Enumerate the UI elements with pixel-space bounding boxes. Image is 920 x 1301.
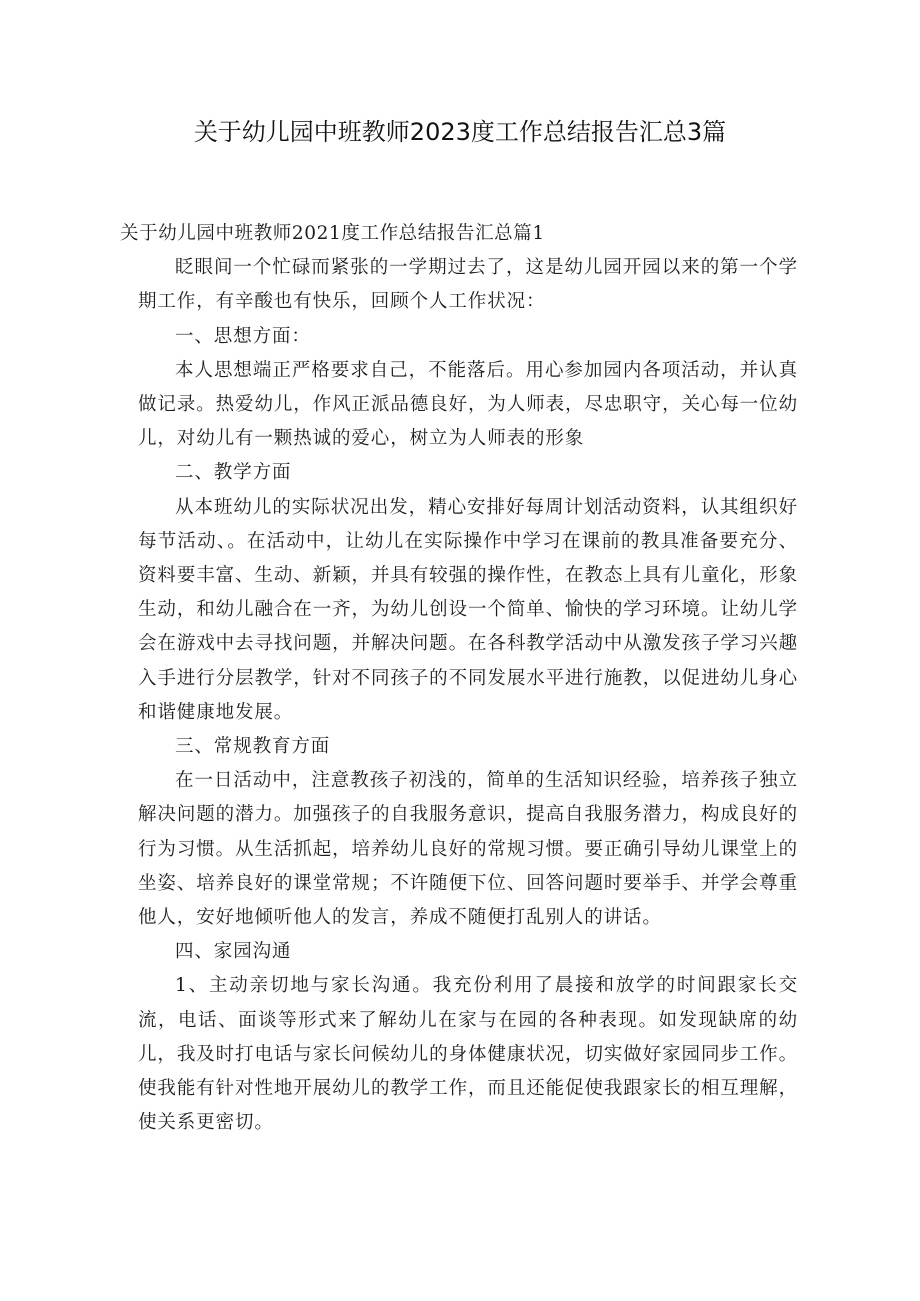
subheading-routine: 三、常规教育方面 bbox=[175, 736, 331, 758]
subheading-thought: 一、思想方面： bbox=[175, 325, 311, 347]
paragraph-routine: 在一日活动中，注意教孩子初浅的，简单的生活知识经验，培养孩子独立解决问题的潜力。加强孩子的自我服务意识，提高自我服务潜力，构成良好的行为习惯。从生活抓起，培养幼儿良好的常规习惯。要正确引导幼儿课堂上的坐姿、培养良好的课堂常规；不许随便下位、回答问题时要举手、并学会尊重他人，安好地倾听他人的发言，养成不随便打乱别人的讲话。 bbox=[138, 770, 798, 929]
paragraph-teaching: 从本班幼儿的实际状况出发，精心安排好每周计划活动资料，认其组织好每节活动、。在活动中，让幼儿在实际操作中学习在课前的教具准备要充分、资料要丰富、生动、新颖，并具有较强的操作性，在教态上具有儿童化，形象生动，和幼儿融合在一齐，为幼儿创设一个简单、愉快的学习环境。让幼儿学会在游戏中去寻找问题，并解决问题。在各科教学活动中从激发孩子学习兴趣入手进行分层教学，针对不同孩子的不同发展水平进行施教，以促进幼儿身心和谐健康地发展。 bbox=[138, 496, 798, 723]
paragraph-intro: 眨眼间一个忙碌而紧张的一学期过去了，这是幼儿园开园以来的第一个学期工作，有辛酸也有快乐，回顾个人工作状况： bbox=[138, 257, 798, 313]
section-heading: 关于幼儿园中班教师2021度工作总结报告汇总篇1 bbox=[120, 223, 545, 244]
document-body bbox=[120, 217, 798, 1140]
subheading-teaching: 二、教学方面 bbox=[175, 462, 292, 484]
subheading-home-communication: 四、家园沟通 bbox=[175, 941, 292, 963]
paragraph-home-communication: 1、主动亲切地与家长沟通。我充份利用了晨接和放学的时间跟家长交流，电话、面谈等形式来了解幼儿在家与在园的各种表现。如发现缺席的幼儿，我及时打电话与家长问候幼儿的身体健康状况，切实做好家园同步工作。使我能有针对性地开展幼儿的教学工作，而且还能促使我跟家长的相互理解，使关系更密切。 bbox=[138, 975, 798, 1134]
document-title: 关于幼儿园中班教师2023度工作总结报告汇总3篇 bbox=[193, 118, 727, 146]
paragraph-thought: 本人思想端正严格要求自己，不能落后。用心参加园内各项活动，并认真做记录。热爱幼儿，作风正派品德良好，为人师表，尽忠职守，关心每一位幼儿，对幼儿有一颗热诚的爱心，树立为人师表的形象 bbox=[138, 359, 798, 450]
